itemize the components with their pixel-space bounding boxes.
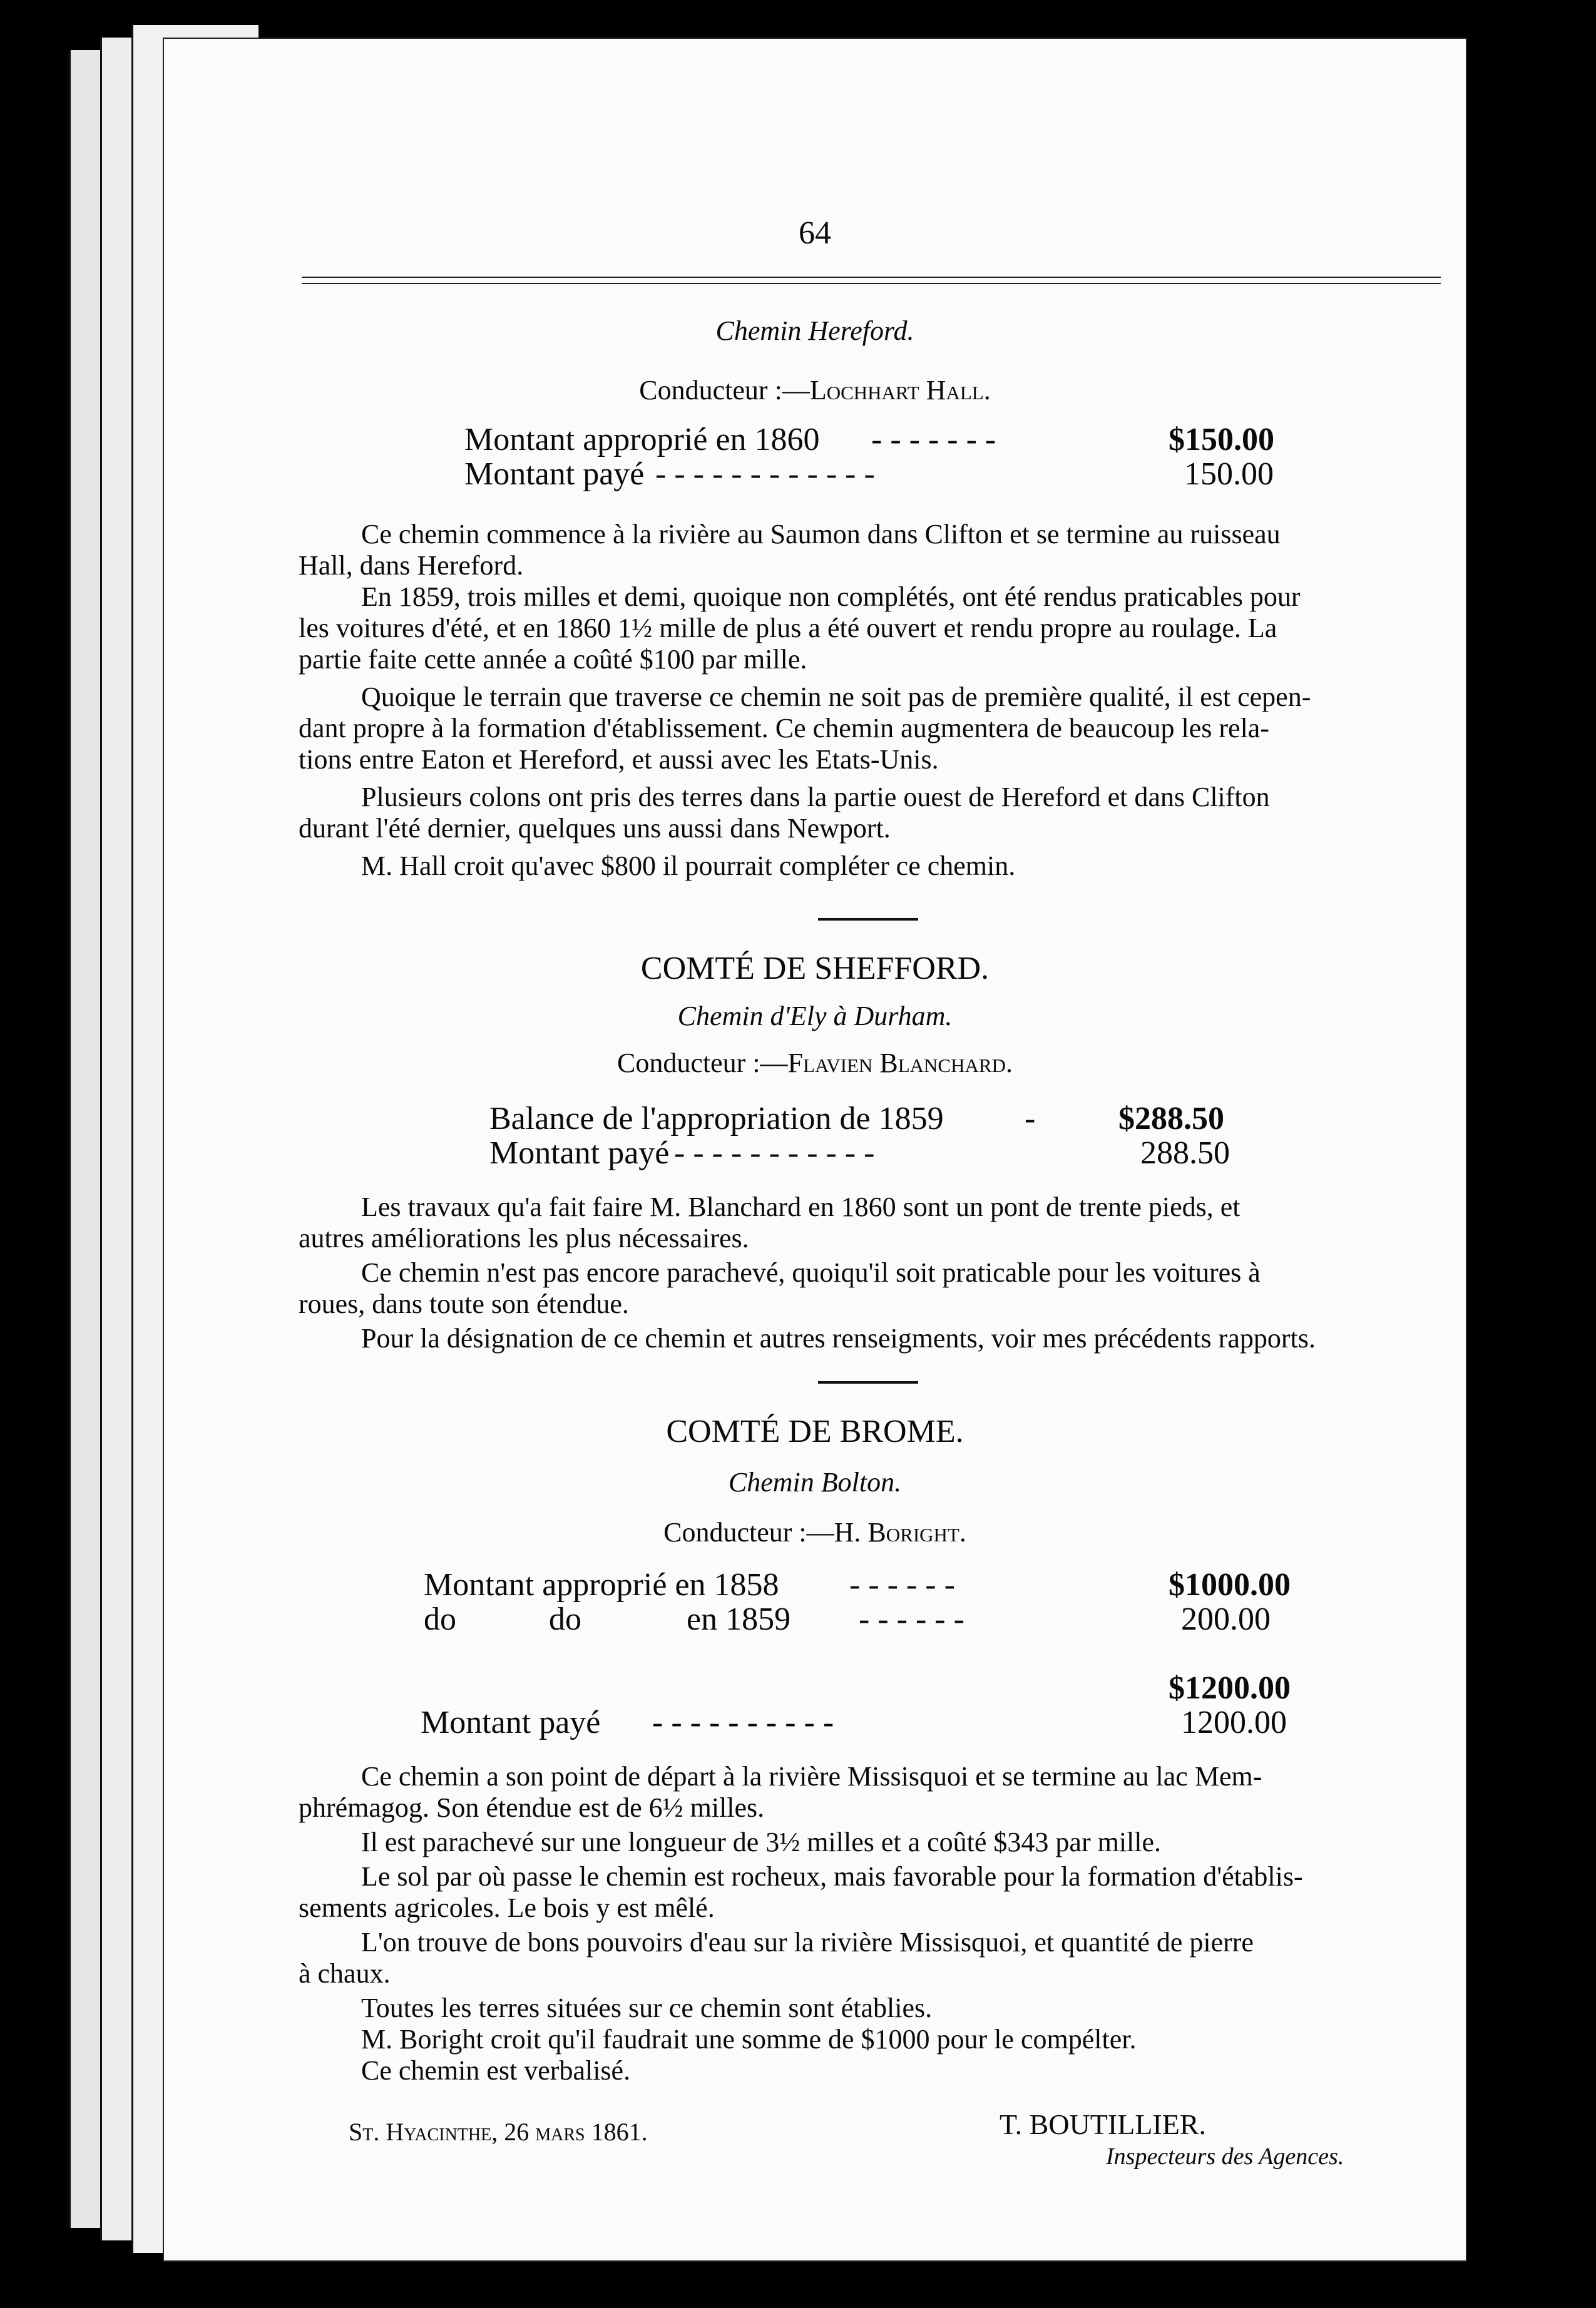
paragraph-line: L'on trouve de bons pouvoirs d'eau sur la rivière Missisquoi, et quantité de pierre — [361, 1927, 1254, 1958]
amount-row-label: Montant approprié en 1858 — [424, 1567, 779, 1603]
conductor-hereford — [164, 377, 1466, 404]
paragraph-line: En 1859, trois milles et demi, quoique non complétés, ont été rendus praticables pour — [361, 581, 1301, 612]
paragraph-line: autres améliorations les plus nécessaires. — [299, 1223, 749, 1254]
section-title-brome: Chemin Bolton. — [728, 1467, 902, 1498]
paragraph-line: Les travaux qu'a fait faire M. Blanchard en 1860 sont un pont de trente pieds, et — [361, 1192, 1240, 1222]
paragraph-line: Quoique le terrain que traverse ce chemin ne soit pas de première qualité, il est cepen- — [361, 682, 1311, 712]
county-heading-brome: COMTÉ DE BROME. — [666, 1414, 964, 1449]
document-page — [163, 38, 1467, 2262]
amount-row-value: 288.50 — [1140, 1135, 1230, 1171]
paragraph-line: dant propre à la formation d'établissement. Ce chemin augmentera de beaucoup les rela- — [299, 713, 1269, 743]
paragraph-line: M. Boright croit qu'il faudrait une somme de $1000 pour le compélter. — [361, 2024, 1137, 2055]
amount-row-label: Montant approprié en 1860 — [464, 422, 820, 457]
conductor-label: Conducteur :— — [617, 1048, 788, 1078]
page-number: 64 — [799, 215, 831, 251]
conductor-name: H. Boright. — [834, 1517, 966, 1548]
paragraph-line: sements agricoles. Le bois y est mêlé. — [299, 1892, 715, 1923]
amount-row-dots: - — [1025, 1101, 1036, 1136]
paragraph-line: Le sol par où passe le chemin est rocheux, mais favorable pour la formation d'établis- — [361, 1861, 1303, 1892]
paragraph-line: roues, dans toute son étendue. — [299, 1289, 629, 1319]
amount-row-dots: - - - - - - - — [871, 422, 996, 457]
paragraph-line: phrémagog. Son étendue est de 6½ milles. — [299, 1792, 765, 1823]
amount-row-label: Montant payé — [421, 1705, 601, 1740]
paragraph-line: Plusieurs colons ont pris des terres dans la partie ouest de Hereford et dans Clifton — [361, 782, 1270, 812]
conductor-label: Conducteur :— — [663, 1517, 834, 1548]
section-divider — [818, 1381, 918, 1384]
conductor-shefford — [164, 1049, 1466, 1077]
paragraph-line: à chaux. — [299, 1958, 391, 1989]
paragraph-line: Ce chemin a son point de départ à la rivière Missisquoi et se termine au lac Mem- — [361, 1761, 1262, 1792]
amount-row-label: Montant payé — [464, 456, 645, 492]
paragraph-line: Ce chemin est verbalisé. — [361, 2055, 631, 2086]
signature-title: Inspecteurs des Agences. — [1106, 2143, 1344, 2170]
paragraph-line: partie faite cette année a coûté $100 par mille. — [299, 644, 807, 675]
paragraph-line: Toutes les terres situées sur ce chemin sont établies. — [361, 1993, 933, 2023]
conductor-name: Flavien Blanchard. — [787, 1048, 1013, 1078]
paragraph-line: tions entre Eaton et Hereford, et aussi avec les Etats-Unis. — [299, 744, 939, 775]
amount-row-label: Montant payé — [489, 1135, 670, 1171]
amount-row-value: $1000.00 — [1169, 1567, 1291, 1603]
amount-row-label: en 1859 — [687, 1601, 791, 1637]
amount-row-dots: - - - - - - - - - - - — [674, 1135, 875, 1171]
paragraph-line: Hall, dans Hereford. — [299, 550, 524, 581]
amount-row-dots: - - - - - - — [849, 1567, 955, 1603]
conductor-name: Lochhart Hall. — [809, 375, 991, 406]
section-title-hereford: Chemin Hereford. — [715, 315, 914, 346]
section-divider — [818, 918, 918, 921]
amount-row-value: $150.00 — [1169, 422, 1274, 457]
total-amount: $1200.00 — [1169, 1670, 1291, 1706]
ditto-label: do — [424, 1601, 456, 1637]
paragraph-line: M. Hall croit qu'avec $800 il pourrait compléter ce chemin. — [361, 850, 1016, 881]
place-date: St. Hyacinthe, 26 mars 1861. — [349, 2118, 648, 2146]
signature-name: T. BOUTILLIER. — [1000, 2108, 1207, 2140]
amount-row-value: 200.00 — [1181, 1601, 1271, 1637]
paragraph-line: les voitures d'été, et en 1860 1½ mille de plus a été ouvert et rendu propre au roulage. La — [299, 613, 1277, 643]
paragraph-line: durant l'été dernier, quelques uns aussi dans Newport. — [299, 813, 891, 844]
conductor-label: Conducteur :— — [639, 375, 810, 406]
paragraph-line: Pour la désignation de ce chemin et autres renseigments, voir mes précédents rapports. — [361, 1323, 1316, 1354]
county-heading-shefford: COMTÉ DE SHEFFORD. — [640, 951, 990, 986]
amount-row-value: 150.00 — [1184, 456, 1274, 492]
ditto-label: do — [549, 1601, 581, 1637]
amount-row-value: $288.50 — [1118, 1101, 1224, 1136]
amount-row-dots: - - - - - - - - - - — [652, 1705, 834, 1740]
amount-row-label: Balance de l'appropriation de 1859 — [489, 1101, 944, 1136]
amount-row-dots: - - - - - - — [859, 1601, 964, 1637]
amount-row-dots: - - - - - - - - - - - - — [655, 456, 875, 492]
paragraph-line: Ce chemin n'est pas encore parachevé, quoiqu'il soit praticable pour les voitures à — [361, 1257, 1261, 1288]
section-title-shefford: Chemin d'Ely à Durham. — [677, 1001, 953, 1031]
header-rule — [302, 277, 1441, 284]
conductor-brome — [164, 1519, 1466, 1546]
paragraph-line: Il est parachevé sur une longueur de 3½ milles et a coûté $343 par mille. — [361, 1827, 1162, 1857]
amount-row-value: 1200.00 — [1181, 1705, 1287, 1740]
paragraph-line: Ce chemin commence à la rivière au Saumon dans Clifton et se termine au ruisseau — [361, 519, 1281, 549]
